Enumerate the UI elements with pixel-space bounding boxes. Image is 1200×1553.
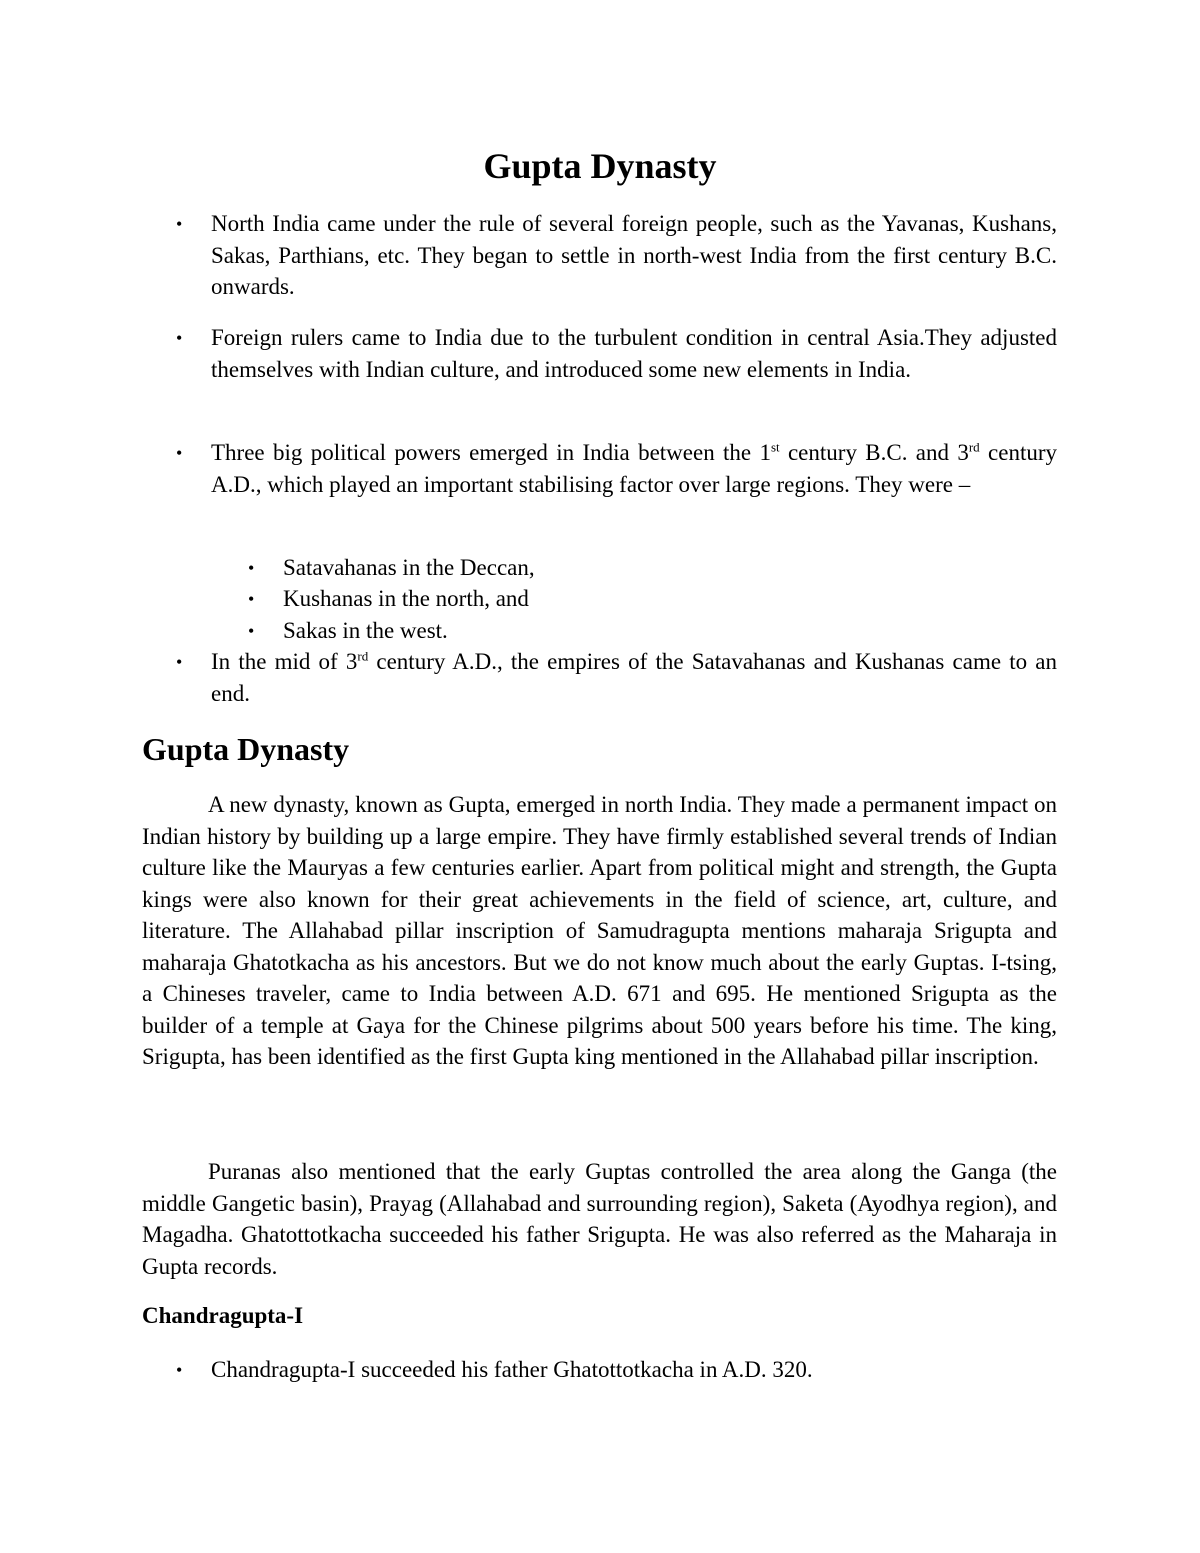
subheading-chandragupta: Chandragupta-I bbox=[142, 1303, 304, 1328]
bullet-text-2: Foreign rulers came to India due to the turbulent condition in central Asia.They adjusted themselves with Indian culture, and introduced some new elements in India. bbox=[211, 325, 1057, 382]
sub-bullet-icon: • bbox=[248, 589, 255, 609]
bullet-icon: • bbox=[176, 328, 183, 348]
section-heading: Gupta Dynasty bbox=[142, 731, 350, 767]
bullet-text-4: In the mid of 3rd century A.D., the empires of the Satavahanas and Kushanas came to an end. bbox=[211, 648, 1057, 706]
paragraph-1: A new dynasty, known as Gupta, emerged in north India. They made a permanent impact on Indian history by building up a large empire. They have firmly established several trends of Indian culture like the Mauryas a few centuries earlier. Apart from political might and strength, the Gupta kings were also known for their great achievements in the field of science, art, culture, and literature. The Allahabad pillar inscription of Samudragupta mentions maharaja Srigupta and maharaja Ghatotkacha as his ancestors. But we do not know much about the early Guptas. I-tsing, a Chineses traveler, came to India between A.D. 671 and 695. He mentioned Srigupta as the builder of a temple at Gaya for the Chinese pilgrims about 500 years before his time. The king, Srigupta, has been identified as the first Gupta king mentioned in the Allahabad pillar inscription. bbox=[142, 792, 1057, 1069]
sub-bullet-icon: • bbox=[248, 621, 255, 641]
bullet-text-3: Three big political powers emerged in India between the 1st century B.C. and 3rd century A.D., which played an important stabilising factor over large regions. They were – bbox=[211, 439, 1057, 497]
sub-bullet-text-3: Sakas in the west. bbox=[283, 618, 448, 643]
sub-bullet-text-1: Satavahanas in the Deccan, bbox=[283, 555, 535, 580]
bullet-text-1: North India came under the rule of several foreign people, such as the Yavanas, Kushans, Sakas, Parthians, etc. They began to settle in north-west India from the first century B.C. onwards. bbox=[211, 211, 1057, 299]
paragraph-2: Puranas also mentioned that the early Guptas controlled the area along the Ganga (the middle Gangetic basin), Prayag (Allahabad and surrounding region), Saketa (Ayodhya region), and Magadha. Ghatottotkacha succeeded his father Srigupta. He was also referred as the Maharaja in Gupta records. bbox=[142, 1159, 1057, 1279]
bullet-icon: • bbox=[176, 1360, 183, 1380]
bullet-icon: • bbox=[176, 214, 183, 234]
bullet-text-5: Chandragupta-I succeeded his father Ghatottotkacha in A.D. 320. bbox=[211, 1357, 813, 1382]
sub-bullet-text-2: Kushanas in the north, and bbox=[283, 586, 529, 611]
page-title: Gupta Dynasty bbox=[483, 146, 717, 186]
bullet-icon: • bbox=[176, 652, 183, 672]
sub-bullet-icon: • bbox=[248, 558, 255, 578]
bullet-icon: • bbox=[176, 443, 183, 463]
